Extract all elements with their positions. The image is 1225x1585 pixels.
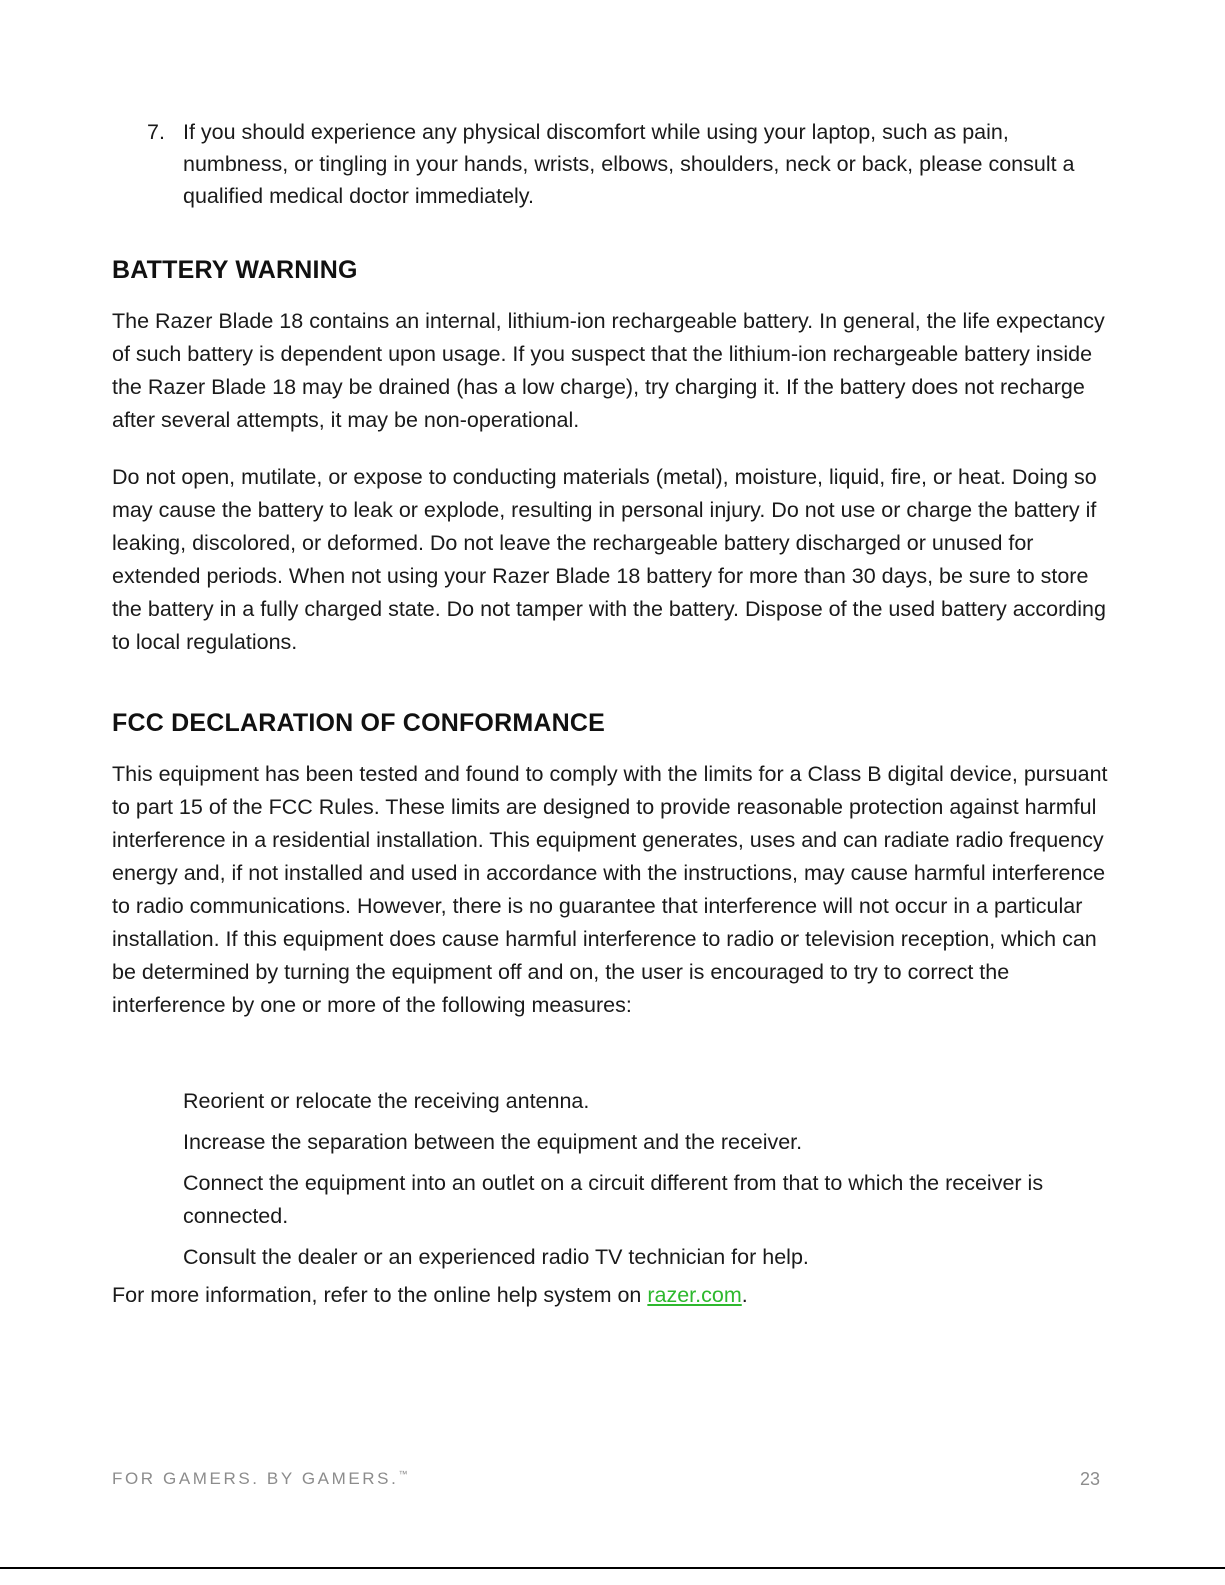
fcc-heading: FCC DECLARATION OF CONFORMANCE [112, 709, 605, 737]
battery-warning-heading: BATTERY WARNING [112, 256, 358, 284]
measure-item: Connect the equipment into an outlet on a circuit different from that to which the receiver is connected. [183, 1171, 1044, 1228]
measure-item: Reorient or relocate the receiving antenna. [183, 1089, 590, 1113]
closing-prefix: For more information, refer to the online help system on [112, 1283, 648, 1307]
measure-item: Consult the dealer or an experienced radio TV technician for help. [183, 1245, 809, 1269]
trademark-symbol: ™ [398, 1469, 408, 1479]
razer-link[interactable]: razer.com [647, 1283, 742, 1307]
closing-sentence [112, 1279, 748, 1312]
fcc-paragraph: This equipment has been tested and found to comply with the limits for a Class B digital device, pursuant to part 15 of the FCC Rules. These limits are designed to provide reasonable protection against harmful interference in a residential installation. This equipment generates, uses and can radiate radio frequency energy and, if not installed and used in accordance with the instructions, may cause harmful interference to radio communications. However, there is no guarantee that interference will not occur in a particular installation. If this equipment does cause harmful interference to radio or television reception, which can be determined by turning the equipment off and on, the user is encouraged to try to correct the interference by one or more of the following measures: [112, 762, 1108, 1017]
closing-suffix: . [741, 1283, 748, 1307]
bottom-divider [0, 1567, 1225, 1569]
measure-item: Increase the separation between the equipment and the receiver. [183, 1130, 803, 1154]
battery-paragraph-2: Do not open, mutilate, or expose to conducting materials (metal), moisture, liquid, fire, or heat. Doing so may cause the battery to leak or explode, resulting in personal injury. Do not use or charge the battery if leaking, discolored, or deformed. Do not leave the rechargeable battery discharged or unused for extended periods. When not using your Razer Blade 18 battery for more than 30 days, be sure to store the battery in a fully charged state. Do not tamper with the battery. Dispose of the used battery according to local regulations. [112, 465, 1106, 654]
list-item-text: If you should experience any physical discomfort while using your laptop, such as pain, numbness, or tingling in your hands, wrists, elbows, shoulders, neck or back, please consult a qualified medical doctor immediately. [183, 120, 1075, 208]
tagline-text: FOR GAMERS. BY GAMERS. [112, 1469, 399, 1488]
list-item-7 [147, 116, 1107, 212]
battery-paragraph-1: The Razer Blade 18 contains an internal, lithium-ion rechargeable battery. In general, the life expectancy of such battery is dependent upon usage. If you suspect that the lithium-ion rechargeable battery inside the Razer Blade 18 may be drained (has a low charge), try charging it. If the battery does not recharge after several attempts, it may be non-operational. [112, 309, 1105, 432]
footer-tagline [112, 1469, 407, 1489]
page-number: 23 [1079, 1469, 1100, 1489]
list-number: 7. [147, 120, 165, 144]
